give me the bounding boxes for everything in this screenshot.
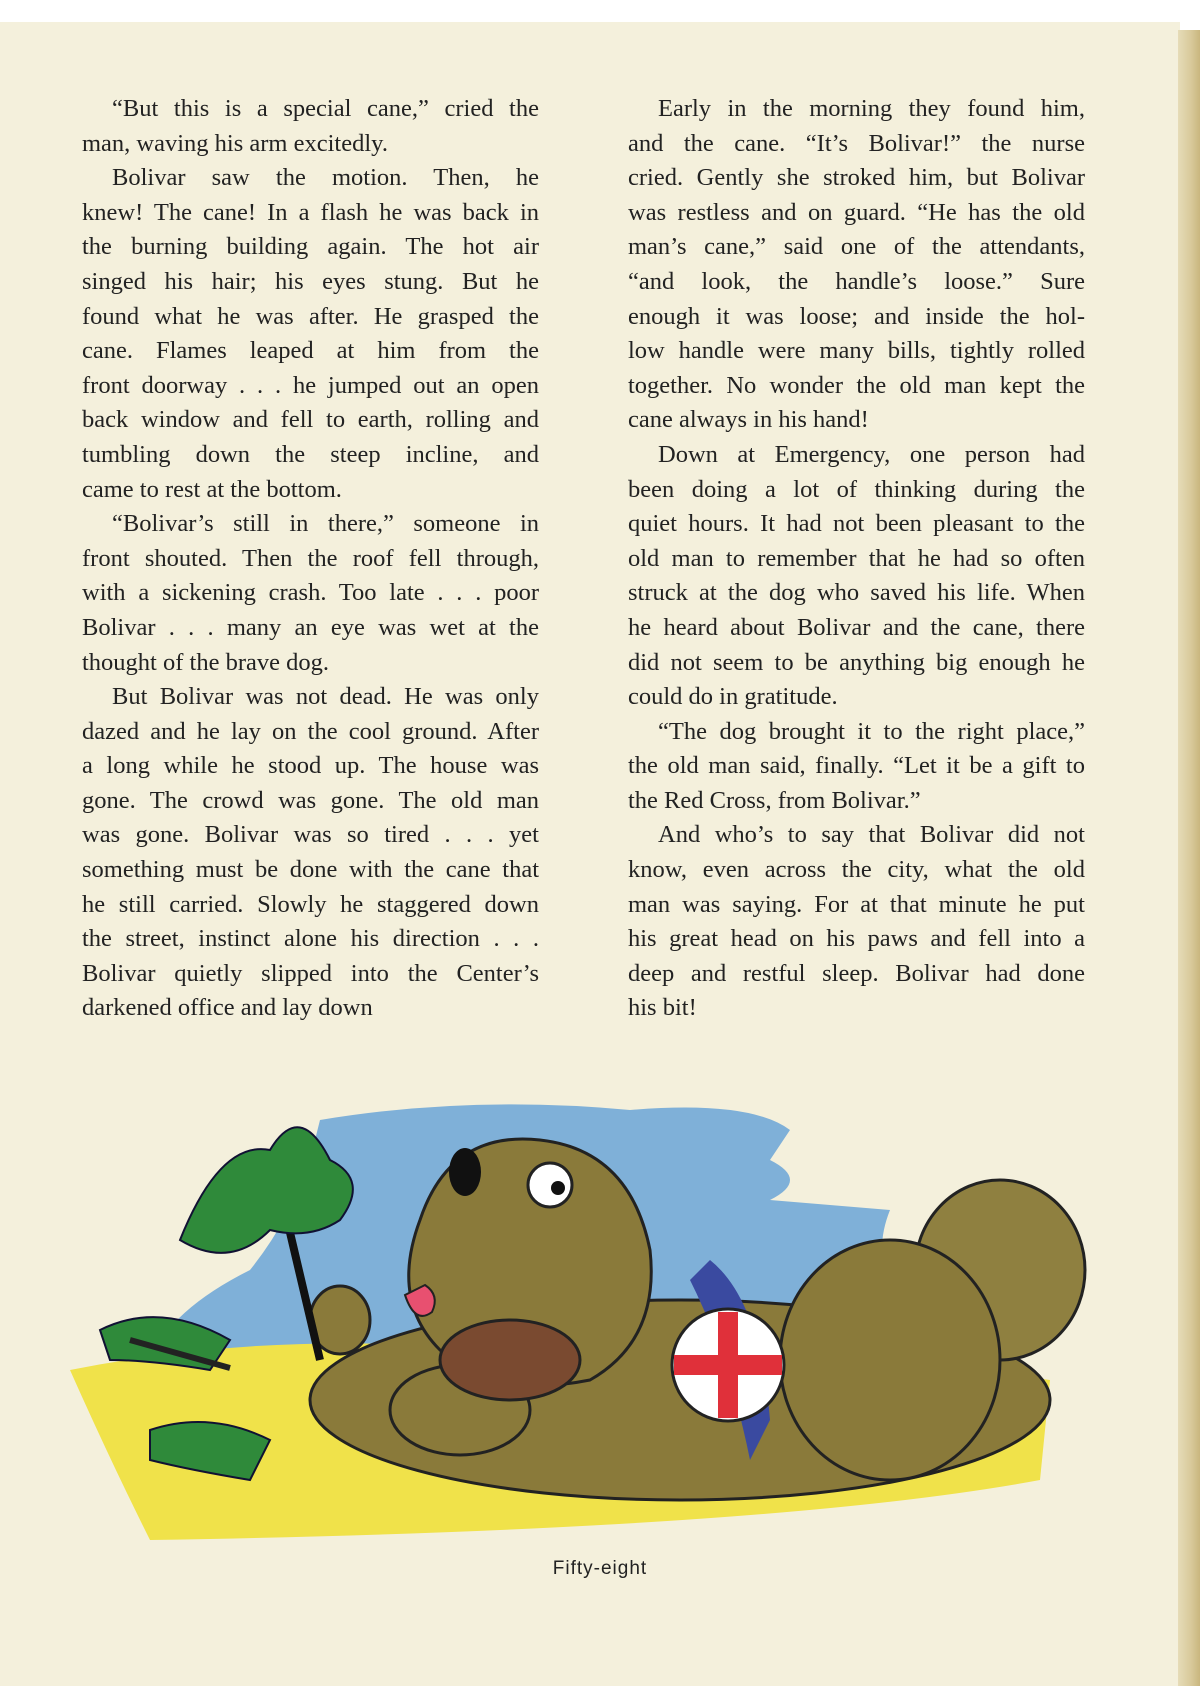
text-line: did not seem to be anything big enough he	[628, 648, 1085, 676]
text-line: was restless and on guard. “He has the old	[628, 198, 1085, 226]
text-line: Bolivar saw the motion. Then, he	[112, 164, 539, 192]
text-line: And who’s to say that Bolivar did not	[658, 821, 1085, 849]
text-line: darkened office and lay down	[82, 994, 373, 1022]
text-line: enough it was loose; and inside the hol-	[628, 302, 1085, 330]
paragraph	[82, 507, 539, 680]
text-line: “Bolivar’s still in there,” someone in	[112, 510, 539, 538]
paragraph	[82, 680, 539, 1026]
text-line: Bolivar . . . many an eye was wet at the	[82, 613, 539, 641]
text-line: “and look, the handle’s loose.” Sure	[628, 267, 1085, 295]
text-line: the street, instinct alone his direction . . .	[82, 925, 539, 953]
text-line: the burning building again. The hot air	[82, 233, 539, 261]
paragraph	[628, 438, 1085, 715]
text-line: came to rest at the bottom.	[82, 475, 342, 503]
paragraph	[628, 92, 1085, 438]
text-line: been doing a lot of thinking during the	[628, 475, 1085, 503]
dog-nose	[449, 1148, 481, 1196]
text-line: Early in the morning they found him,	[658, 95, 1085, 122]
paragraph	[82, 161, 539, 507]
text-line: something must be done with the cane that	[82, 856, 539, 884]
text-line: old man to remember that he had so often	[628, 544, 1085, 572]
text-line: But Bolivar was not dead. He was only	[112, 683, 539, 711]
paragraph	[628, 818, 1085, 1026]
text-line: deep and restful sleep. Bolivar had done	[628, 959, 1085, 987]
text-line: cane always in his hand!	[628, 406, 869, 434]
text-line: he still carried. Slowly he staggered down	[82, 890, 539, 918]
text-line: man was saying. For at that minute he put	[628, 890, 1085, 918]
text-line: quiet hours. It had not been pleasant to the	[628, 510, 1085, 538]
text-line: know, even across the city, what the old	[628, 856, 1085, 884]
text-line: gone. The crowd was gone. The old man	[82, 786, 539, 814]
text-line: the Red Cross, from Bolivar.”	[628, 786, 921, 814]
text-line: front doorway . . . he jumped out an open	[82, 371, 539, 399]
text-column-left	[82, 92, 539, 1026]
text-line: front shouted. Then the roof fell through,	[82, 544, 539, 572]
text-line: a long while he stood up. The house was	[82, 752, 539, 780]
text-line: he heard about Bolivar and the cane, there	[628, 613, 1085, 641]
page-number: Fifty-eight	[552, 1558, 648, 1579]
text-column-right	[628, 92, 1085, 1026]
text-line: “But this is a special cane,” cried the	[112, 95, 539, 122]
text-line: Down at Emergency, one person had	[658, 440, 1085, 468]
dog-eye	[528, 1163, 572, 1207]
text-line: struck at the dog who saved his life. When	[628, 579, 1085, 607]
text-line: his great head on his paws and fell into a	[628, 925, 1085, 953]
text-line: and the cane. “It’s Bolivar!” the nurse	[628, 129, 1085, 157]
text-line: could do in gratitude.	[628, 683, 838, 711]
text-line: tumbling down the steep incline, and	[82, 440, 539, 468]
text-line: dazed and he lay on the cool ground. After	[82, 717, 539, 745]
text-line: “The dog brought it to the right place,”	[658, 717, 1085, 745]
text-line: man, waving his arm excitedly.	[82, 129, 388, 157]
paragraph	[628, 715, 1085, 819]
text-line: the old man said, finally. “Let it be a gift to	[628, 752, 1085, 780]
text-line: singed his hair; his eyes stung. But he	[82, 267, 539, 295]
text-line: together. No wonder the old man kept the	[628, 371, 1085, 399]
text-line: man’s cane,” said one of the attendants,	[628, 233, 1085, 261]
text-line: knew! The cane! In a flash he was back in	[82, 198, 539, 226]
text-line: was gone. Bolivar was so tired . . . yet	[82, 821, 539, 849]
text-line: found what he was after. He grasped the	[82, 302, 539, 330]
text-line: back window and fell to earth, rolling and	[82, 406, 539, 434]
text-line: cried. Gently she stroked him, but Bolivar	[628, 164, 1085, 192]
illustration-bolivar-dog	[70, 1100, 1130, 1540]
text-line: Bolivar quietly slipped into the Center’s	[82, 959, 539, 987]
text-line: with a sickening crash. Too late . . . poor	[82, 579, 539, 607]
text-line: low handle were many bills, tightly rolled	[628, 337, 1085, 365]
text-line: cane. Flames leaped at him from the	[82, 337, 539, 365]
paragraph	[82, 92, 539, 161]
barrel-collar	[440, 1320, 580, 1400]
page-edge	[1178, 30, 1200, 1686]
text-line: his bit!	[628, 994, 697, 1022]
text-line: thought of the brave dog.	[82, 648, 329, 676]
